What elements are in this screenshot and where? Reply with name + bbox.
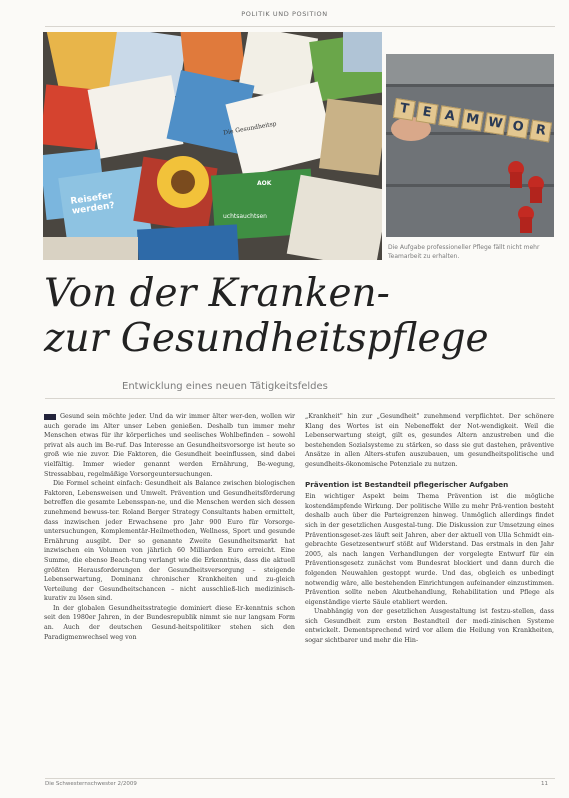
letter-tile: E: [416, 102, 439, 125]
collage-card-text: AOK: [257, 180, 272, 187]
paragraph: Gesund sein möchte jeder. Und da wir immer älter wer-den, wollen wir auch gerade im Alter unser Leben genießen. Deshalb tun immer mehr Menschen etwas für ihr körperliches und seelisches Wohlbefinden – sowohl privat als auch im Be-ruf. Das Interesse an Gesundheitsvorsorge ist heute so groß wie nie zuvor. Die Faktoren, die Gesundheit beeinflussen, sind dabei vielfältig. Immer wieder genannt werden Ernährung, Be-wegung, Stressabbau, regelmäßige Vorsorgeuntersuchungen.: [44, 413, 295, 478]
letter-tile: O: [506, 116, 529, 139]
text-column-right: [305, 412, 554, 646]
letter-tile: R: [529, 120, 552, 143]
paragraph: In der globalen Gesundheitsstrategie dominiert diese Er-kenntnis schon seit den 1980er Jahren, in der Bundesrepublik nimmt sie nur langsam Form an. Auch der deutschen Gesund-heitspolitiker stehen sich den Paradigmenwechsel weg von: [44, 604, 295, 641]
section-header: POLITIK UND POSITION: [241, 10, 328, 18]
teamwork-tiles-photo: [386, 54, 554, 237]
letter-tile: T: [393, 98, 416, 121]
article-title-line-2: zur Gesundheitspflege: [44, 316, 489, 361]
footer-divider: [45, 778, 555, 779]
letter-tile: M: [461, 109, 484, 132]
page-number: 11: [541, 781, 548, 787]
collage-card-text: Reisefer werden?: [69, 191, 116, 217]
letter-tile: A: [438, 105, 461, 128]
paragraph: „Krankheit" hin zur „Gesundheit" zunehmend verpflichtet. Der schönere Klang des Wortes ist ein Nebeneffekt der Not-wendigkeit. Weil die Lebenserwartung steigt, gilt es, gesundes Altern anzustreben und die bestehenden Sozialsysteme zu stärken, so dass sie gut dastehen, präventive Ansätze in allen Alters-stufen auszubauen, um gesundheitspolitische und gesundheits-ökonomische Potenziale zu nutzen.: [305, 413, 554, 468]
collage-card-text: Die Gesundheitsp: [222, 120, 278, 137]
paragraph-marker: [44, 414, 56, 420]
header-divider: [45, 26, 555, 27]
letter-tile: W: [484, 112, 507, 135]
article-subtitle: Entwicklung eines neuen Tätigkeitsfeldes: [122, 381, 328, 392]
article-title-line-1: Von der Kranken-: [44, 271, 390, 316]
photo-caption: Die Aufgabe professioneller Pflege fällt nicht mehr Teamarbeit zu erhalten.: [388, 244, 540, 260]
paragraph: Ein wichtiger Aspekt beim Thema Prävention ist die mögliche kostendämpfende Wirkung. Der politische Wille zu mehr Prä-vention besteht deshalb auch über die Parteigrenzen hinweg. Unmöglich allerdings findet sich in der gesetzlichen Ausgestal-tung. Die Diskussion zur Umsetzung eines Präventionsgeset-zes läuft seit Jahren, aber der aktuell von Ulla Schmidt ein-gebrachte Gesetzesentwurf stößt auf Widerstand. Das erstmals in den Jahr 2005, als nach langen Verhandlungen der vorgelegte Entwurf für ein Präventionsgesetz zunächst vom Bundesrat blockiert und dann durch die folgenden Neuwahlen gestoppt wurde. Und das, obgleich es unbedingt notwendig wäre, alle bestehenden Einrichtungen aufeinander einzustimmen. Prävention sollte neben Akutbehandlung, Rehabilitation und Pflege als eigenständige vierte Säule etabliert werden.: [305, 493, 554, 606]
paragraph: Unabhängig von der gesetzlichen Ausgestaltung ist festzu-stellen, dass sich Gesundheit zum ersten Bestandteil der medi-zinischen Systeme entwickelt. Dementsprechend wird vor allem die Heilung von Krankheiten, sogar sichtbarer und mehr die Hin-: [305, 608, 554, 645]
section-heading: Prävention ist Bestandteil pflegerischer Aufgaben: [305, 479, 509, 489]
text-column-left: [44, 412, 295, 642]
subtitle-divider: [45, 398, 555, 399]
paragraph: Die Formel scheint einfach: Gesundheit als Balance zwischen biologischen Faktoren, Lebensweisen und Umwelt. Prävention und Gesundheitsförderung betreffen die gesamte Lebensspan-ne, und die Menschen werden sich dessen zunehmend bewuss-ter. Roland Berger Strategy Consultants haben ermittelt, dass inzwischen jeder Erwachsene pro Jahr 900 Euro für Vorsorge-untersuchungen, Komplementär-Heilmethoden, Wellness, Sport und gesunde Ernährung ausgibt. Der so genannte Zweite Gesundheitsmarkt hat inzwischen ein Volumen von jährlich 60 Milliarden Euro erreicht. Eine Summe, die ebenso Beach-tung verlangt wie die Erkenntnis, dass die aktuell größten Herausforderungen der Gesundheitsversorgung – steigende Lebenserwartung, Dominanz chronischer Krankheiten und zu-gleich Verteilung der Gesundheitschancen – nicht ausschließ-lich medizinisch-kurativ zu lösen sind.: [44, 480, 295, 603]
footer-publication: Die Schwesternschwester 2/2009: [45, 781, 137, 787]
collage-card-text: uchtsauchtsen: [223, 213, 267, 220]
brochure-collage-photo: [43, 32, 382, 260]
